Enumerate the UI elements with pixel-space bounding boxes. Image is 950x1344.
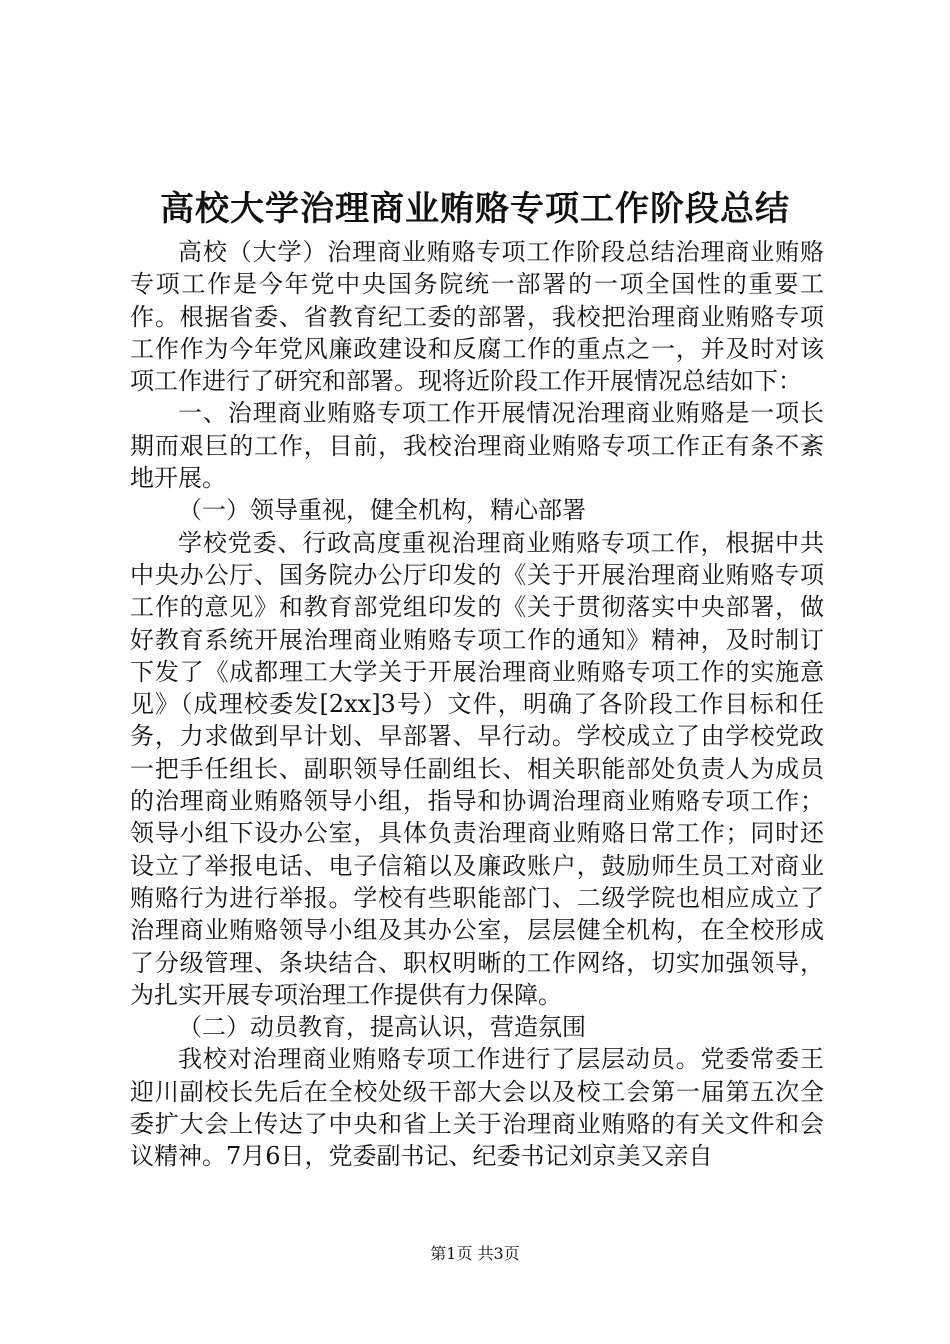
paragraph-section-1: 一、治理商业贿赂专项工作开展情况治理商业贿赂是一项长期而艰巨的工作，目前，我校治理商业贿赂专项工作正有条不紊地开展。 [130, 399, 824, 493]
paragraph-intro: 高校（大学）治理商业贿赂专项工作阶段总结治理商业贿赂专项工作是今年党中央国务院统一部署的一项全国性的重要工作。根据省委、省教育纪工委的部署，我校把治理商业贿赂专项工作作为今年党风廉政建设和反腐工作的重点之一，并及时对该项工作进行了研究和部署。现将近阶段工作开展情况总结如下： [130, 238, 824, 396]
document-body [130, 236, 824, 1173]
paragraph-leadership: 学校党委、行政高度重视治理商业贿赂专项工作，根据中共中央办公厅、国务院办公厅印发的《关于开展治理商业贿赂专项工作的意见》和教育部党组印发的《关于贯彻落实中央部署，做好教育系统开展治理商业贿赂专项工作的通知》精神，及时制订下发了《成都理工大学关于开展治理商业贿赂专项工作的实施意见》（成理校委发[2xx]3号）文件，明确了各阶段工作目标和任务，力求做到早计划、早部署、早行动。学校成立了由学校党政一把手任组长、副职领导任副组长、相关职能部处负责人为成员的治理商业贿赂领导小组，指导和协调治理商业贿赂专项工作；领导小组下设办公室，具体负责治理商业贿赂日常工作；同时还设立了举报电话、电子信箱以及廉政账户，鼓励师生员工对商业贿赂行为进行举报。学校有些职能部门、二级学院也相应成立了治理商业贿赂领导小组及其办公室，层层健全机构，在全校形成了分级管理、条块结合、职权明晰的工作网络，切实加强领导，为扎实开展专项治理工作提供有力保障。 [130, 528, 824, 1009]
paragraph-mobilization: 我校对治理商业贿赂专项工作进行了层层动员。党委常委王迎川副校长先后在全校处级干部大会以及校工会第一届第五次全委扩大会上传达了中央和省上关于治理商业贿赂的有关文件和会议精神。7月6日，党委副书记、纪委书记刘京美又亲自 [130, 1045, 824, 1171]
page-title: 高校大学治理商业贿赂专项工作阶段总结 [160, 189, 790, 229]
page-footer: 第1页 共3页 [430, 1244, 520, 1263]
subheading-2: （二）动员教育，提高认识，营造氛围 [178, 1013, 586, 1042]
subheading-1: （一）领导重视，健全机构，精心部署 [178, 496, 586, 525]
